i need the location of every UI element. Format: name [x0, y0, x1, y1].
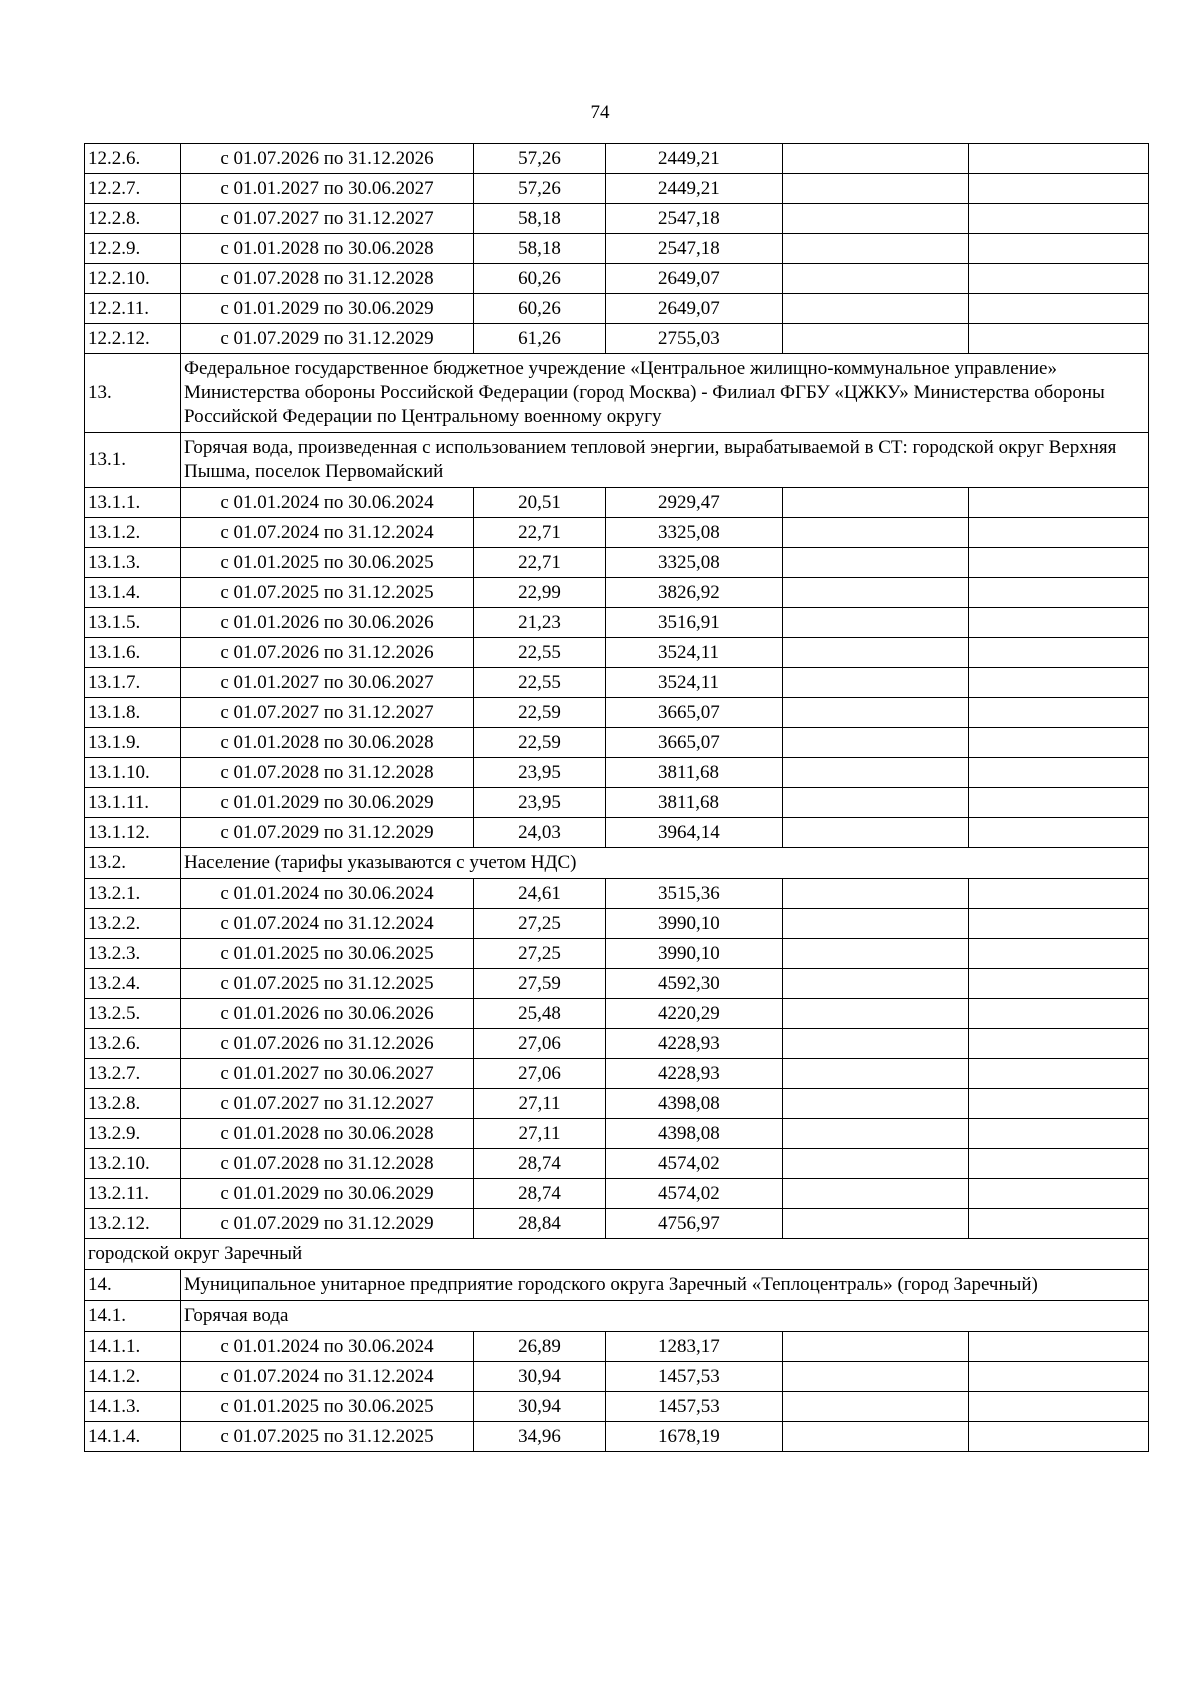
value-cell: 28,74 — [474, 1179, 606, 1209]
empty-cell — [783, 548, 969, 578]
period-cell: с 01.07.2029 по 31.12.2029 — [181, 324, 474, 354]
row-number: 13.1.3. — [85, 548, 181, 578]
section-title: Горячая вода, произведенная с использованием тепловой энергии, вырабатываемой в СТ: городской округ Верхняя Пышма, поселок Первомайский — [181, 433, 1149, 488]
empty-cell — [783, 1179, 969, 1209]
empty-cell — [783, 294, 969, 324]
table-row — [85, 488, 1149, 518]
value-cell: 3524,11 — [606, 638, 783, 668]
table-row — [85, 1179, 1149, 1209]
value-cell: 2449,21 — [606, 144, 783, 174]
row-number: 12.2.6. — [85, 144, 181, 174]
empty-cell — [783, 788, 969, 818]
value-cell: 30,94 — [474, 1392, 606, 1422]
value-cell: 26,89 — [474, 1332, 606, 1362]
empty-cell — [969, 1029, 1149, 1059]
empty-cell — [969, 939, 1149, 969]
empty-cell — [783, 174, 969, 204]
value-cell: 2649,07 — [606, 264, 783, 294]
row-number: 13.1.6. — [85, 638, 181, 668]
empty-cell — [969, 999, 1149, 1029]
row-number: 13.1.2. — [85, 518, 181, 548]
empty-cell — [783, 1362, 969, 1392]
value-cell: 25,48 — [474, 999, 606, 1029]
value-cell: 60,26 — [474, 294, 606, 324]
period-cell: с 01.01.2025 по 30.06.2025 — [181, 1392, 474, 1422]
value-cell: 22,71 — [474, 518, 606, 548]
section-title: Федеральное государственное бюджетное учреждение «Центральное жилищно-коммунальное управление» Министерства обороны Российской Федерации (город Москва) - Филиал ФГБУ «ЦЖКУ» Министерства обороны Российской Федерации по Центральному военному округу — [181, 354, 1149, 433]
table-row — [85, 1422, 1149, 1452]
section-title: Горячая вода — [181, 1301, 1149, 1332]
tariff-table — [84, 143, 1149, 1452]
table-row — [85, 879, 1149, 909]
period-cell: с 01.01.2027 по 30.06.2027 — [181, 1059, 474, 1089]
table-row — [85, 608, 1149, 638]
value-cell: 22,55 — [474, 668, 606, 698]
row-number: 12.2.12. — [85, 324, 181, 354]
table-row — [85, 909, 1149, 939]
section-title: Муниципальное унитарное предприятие городского округа Заречный «Теплоцентраль» (город Заречный) — [181, 1270, 1149, 1301]
empty-cell — [969, 578, 1149, 608]
empty-cell — [969, 1119, 1149, 1149]
table-row — [85, 548, 1149, 578]
empty-cell — [969, 234, 1149, 264]
table-row — [85, 758, 1149, 788]
tariff-table-body — [85, 144, 1149, 1452]
empty-cell — [969, 518, 1149, 548]
table-row — [85, 1149, 1149, 1179]
period-cell: с 01.07.2024 по 31.12.2024 — [181, 518, 474, 548]
empty-cell — [969, 1179, 1149, 1209]
section-number: 13. — [85, 354, 181, 433]
table-row — [85, 698, 1149, 728]
empty-cell — [783, 324, 969, 354]
table-row — [85, 1089, 1149, 1119]
value-cell: 4574,02 — [606, 1149, 783, 1179]
row-number: 14.1.2. — [85, 1362, 181, 1392]
value-cell: 2547,18 — [606, 204, 783, 234]
value-cell: 3665,07 — [606, 698, 783, 728]
period-cell: с 01.07.2028 по 31.12.2028 — [181, 1149, 474, 1179]
table-row — [85, 999, 1149, 1029]
period-cell: с 01.01.2024 по 30.06.2024 — [181, 1332, 474, 1362]
empty-cell — [969, 144, 1149, 174]
period-cell: с 01.01.2029 по 30.06.2029 — [181, 1179, 474, 1209]
period-cell: с 01.01.2028 по 30.06.2028 — [181, 728, 474, 758]
empty-cell — [783, 1209, 969, 1239]
value-cell: 27,25 — [474, 939, 606, 969]
row-number: 13.2.6. — [85, 1029, 181, 1059]
table-row — [85, 1332, 1149, 1362]
period-cell: с 01.07.2028 по 31.12.2028 — [181, 264, 474, 294]
empty-cell — [783, 728, 969, 758]
page-number: 74 — [590, 102, 610, 123]
empty-cell — [969, 608, 1149, 638]
period-cell: с 01.01.2024 по 30.06.2024 — [181, 488, 474, 518]
empty-cell — [783, 578, 969, 608]
empty-cell — [969, 1392, 1149, 1422]
value-cell: 1457,53 — [606, 1362, 783, 1392]
value-cell: 24,61 — [474, 879, 606, 909]
empty-cell — [969, 204, 1149, 234]
period-cell: с 01.07.2024 по 31.12.2024 — [181, 909, 474, 939]
empty-cell — [969, 1089, 1149, 1119]
value-cell: 57,26 — [474, 144, 606, 174]
empty-cell — [969, 324, 1149, 354]
period-cell: с 01.01.2029 по 30.06.2029 — [181, 788, 474, 818]
table-row — [85, 578, 1149, 608]
empty-cell — [969, 909, 1149, 939]
row-number: 13.2.4. — [85, 969, 181, 999]
empty-cell — [783, 668, 969, 698]
row-number: 12.2.10. — [85, 264, 181, 294]
empty-cell — [969, 879, 1149, 909]
period-cell: с 01.07.2029 по 31.12.2029 — [181, 818, 474, 848]
empty-cell — [969, 1059, 1149, 1089]
row-number: 13.1.10. — [85, 758, 181, 788]
period-cell: с 01.07.2029 по 31.12.2029 — [181, 1209, 474, 1239]
value-cell: 61,26 — [474, 324, 606, 354]
value-cell: 1457,53 — [606, 1392, 783, 1422]
section-row — [85, 848, 1149, 879]
value-cell: 23,95 — [474, 788, 606, 818]
empty-cell — [969, 264, 1149, 294]
table-row — [85, 144, 1149, 174]
section-number: 13.1. — [85, 433, 181, 488]
empty-cell — [969, 818, 1149, 848]
empty-cell — [969, 548, 1149, 578]
empty-cell — [783, 999, 969, 1029]
row-number: 13.1.9. — [85, 728, 181, 758]
empty-cell — [783, 698, 969, 728]
row-number: 13.1.12. — [85, 818, 181, 848]
empty-cell — [783, 939, 969, 969]
empty-cell — [969, 758, 1149, 788]
section-row — [85, 1301, 1149, 1332]
empty-cell — [783, 234, 969, 264]
value-cell: 34,96 — [474, 1422, 606, 1452]
section-number: 14.1. — [85, 1301, 181, 1332]
row-number: 12.2.8. — [85, 204, 181, 234]
empty-cell — [969, 1362, 1149, 1392]
value-cell: 30,94 — [474, 1362, 606, 1392]
value-cell: 3990,10 — [606, 939, 783, 969]
value-cell: 22,55 — [474, 638, 606, 668]
value-cell: 22,99 — [474, 578, 606, 608]
value-cell: 3516,91 — [606, 608, 783, 638]
period-cell: с 01.01.2028 по 30.06.2028 — [181, 234, 474, 264]
row-number: 13.2.3. — [85, 939, 181, 969]
period-cell: с 01.07.2025 по 31.12.2025 — [181, 578, 474, 608]
section-row — [85, 433, 1149, 488]
value-cell: 3665,07 — [606, 728, 783, 758]
empty-cell — [783, 204, 969, 234]
value-cell: 57,26 — [474, 174, 606, 204]
row-number: 12.2.7. — [85, 174, 181, 204]
empty-cell — [783, 758, 969, 788]
table-row — [85, 638, 1149, 668]
row-number: 13.1.1. — [85, 488, 181, 518]
table-row — [85, 969, 1149, 999]
empty-cell — [969, 638, 1149, 668]
empty-cell — [969, 1149, 1149, 1179]
table-row — [85, 234, 1149, 264]
table-row — [85, 1119, 1149, 1149]
value-cell: 3964,14 — [606, 818, 783, 848]
empty-cell — [969, 294, 1149, 324]
value-cell: 27,25 — [474, 909, 606, 939]
region-row — [85, 1239, 1149, 1270]
section-number: 14. — [85, 1270, 181, 1301]
row-number: 13.2.1. — [85, 879, 181, 909]
period-cell: с 01.01.2025 по 30.06.2025 — [181, 939, 474, 969]
row-number: 13.2.7. — [85, 1059, 181, 1089]
row-number: 12.2.11. — [85, 294, 181, 324]
empty-cell — [783, 1089, 969, 1119]
table-row — [85, 1209, 1149, 1239]
empty-cell — [969, 1332, 1149, 1362]
value-cell: 2929,47 — [606, 488, 783, 518]
period-cell: с 01.07.2026 по 31.12.2026 — [181, 638, 474, 668]
period-cell: с 01.01.2024 по 30.06.2024 — [181, 879, 474, 909]
value-cell: 27,06 — [474, 1059, 606, 1089]
period-cell: с 01.07.2027 по 31.12.2027 — [181, 204, 474, 234]
empty-cell — [783, 1392, 969, 1422]
value-cell: 27,59 — [474, 969, 606, 999]
period-cell: с 01.01.2027 по 30.06.2027 — [181, 174, 474, 204]
period-cell: с 01.07.2028 по 31.12.2028 — [181, 758, 474, 788]
table-row — [85, 788, 1149, 818]
value-cell: 21,23 — [474, 608, 606, 638]
value-cell: 20,51 — [474, 488, 606, 518]
value-cell: 58,18 — [474, 234, 606, 264]
empty-cell — [783, 1422, 969, 1452]
value-cell: 22,59 — [474, 728, 606, 758]
section-title: Население (тарифы указываются с учетом НДС) — [181, 848, 1149, 879]
value-cell: 22,59 — [474, 698, 606, 728]
value-cell: 22,71 — [474, 548, 606, 578]
value-cell: 4592,30 — [606, 969, 783, 999]
value-cell: 27,11 — [474, 1089, 606, 1119]
row-number: 14.1.1. — [85, 1332, 181, 1362]
table-row — [85, 294, 1149, 324]
row-number: 13.2.10. — [85, 1149, 181, 1179]
value-cell: 4398,08 — [606, 1089, 783, 1119]
value-cell: 3515,36 — [606, 879, 783, 909]
row-number: 12.2.9. — [85, 234, 181, 264]
period-cell: с 01.07.2025 по 31.12.2025 — [181, 1422, 474, 1452]
period-cell: с 01.01.2028 по 30.06.2028 — [181, 1119, 474, 1149]
value-cell: 27,06 — [474, 1029, 606, 1059]
table-row — [85, 668, 1149, 698]
empty-cell — [783, 1059, 969, 1089]
table-row — [85, 728, 1149, 758]
empty-cell — [969, 698, 1149, 728]
row-number: 13.2.2. — [85, 909, 181, 939]
row-number: 14.1.3. — [85, 1392, 181, 1422]
empty-cell — [783, 818, 969, 848]
period-cell: с 01.01.2027 по 30.06.2027 — [181, 668, 474, 698]
period-cell: с 01.01.2026 по 30.06.2026 — [181, 608, 474, 638]
empty-cell — [783, 638, 969, 668]
row-number: 13.1.11. — [85, 788, 181, 818]
empty-cell — [783, 488, 969, 518]
empty-cell — [783, 608, 969, 638]
value-cell: 27,11 — [474, 1119, 606, 1149]
period-cell: с 01.07.2024 по 31.12.2024 — [181, 1362, 474, 1392]
empty-cell — [783, 518, 969, 548]
period-cell: с 01.07.2026 по 31.12.2026 — [181, 144, 474, 174]
value-cell: 1678,19 — [606, 1422, 783, 1452]
period-cell: с 01.07.2025 по 31.12.2025 — [181, 969, 474, 999]
row-number: 13.2.12. — [85, 1209, 181, 1239]
period-cell: с 01.01.2025 по 30.06.2025 — [181, 548, 474, 578]
empty-cell — [783, 879, 969, 909]
value-cell: 3826,92 — [606, 578, 783, 608]
value-cell: 4228,93 — [606, 1029, 783, 1059]
value-cell: 2449,21 — [606, 174, 783, 204]
value-cell: 3990,10 — [606, 909, 783, 939]
section-row — [85, 1270, 1149, 1301]
value-cell: 2649,07 — [606, 294, 783, 324]
value-cell: 4220,29 — [606, 999, 783, 1029]
value-cell: 3325,08 — [606, 518, 783, 548]
value-cell: 2755,03 — [606, 324, 783, 354]
empty-cell — [969, 1422, 1149, 1452]
empty-cell — [969, 668, 1149, 698]
section-row — [85, 354, 1149, 433]
table-row — [85, 174, 1149, 204]
empty-cell — [783, 144, 969, 174]
empty-cell — [783, 1119, 969, 1149]
row-number: 13.1.5. — [85, 608, 181, 638]
table-row — [85, 518, 1149, 548]
empty-cell — [783, 1332, 969, 1362]
empty-cell — [969, 788, 1149, 818]
period-cell: с 01.01.2029 по 30.06.2029 — [181, 294, 474, 324]
row-number: 14.1.4. — [85, 1422, 181, 1452]
value-cell: 1283,17 — [606, 1332, 783, 1362]
value-cell: 28,84 — [474, 1209, 606, 1239]
value-cell: 4756,97 — [606, 1209, 783, 1239]
section-number: 13.2. — [85, 848, 181, 879]
value-cell: 28,74 — [474, 1149, 606, 1179]
period-cell: с 01.01.2026 по 30.06.2026 — [181, 999, 474, 1029]
empty-cell — [969, 488, 1149, 518]
empty-cell — [969, 1209, 1149, 1239]
value-cell: 3811,68 — [606, 758, 783, 788]
empty-cell — [783, 1029, 969, 1059]
empty-cell — [783, 909, 969, 939]
table-row — [85, 264, 1149, 294]
period-cell: с 01.07.2026 по 31.12.2026 — [181, 1029, 474, 1059]
table-row — [85, 1362, 1149, 1392]
row-number: 13.1.7. — [85, 668, 181, 698]
value-cell: 2547,18 — [606, 234, 783, 264]
table-row — [85, 1059, 1149, 1089]
row-number: 13.2.9. — [85, 1119, 181, 1149]
value-cell: 4398,08 — [606, 1119, 783, 1149]
empty-cell — [969, 969, 1149, 999]
value-cell: 4228,93 — [606, 1059, 783, 1089]
table-row — [85, 1029, 1149, 1059]
row-number: 13.1.8. — [85, 698, 181, 728]
value-cell: 24,03 — [474, 818, 606, 848]
row-number: 13.2.8. — [85, 1089, 181, 1119]
empty-cell — [783, 969, 969, 999]
row-number: 13.2.11. — [85, 1179, 181, 1209]
table-row — [85, 1392, 1149, 1422]
empty-cell — [783, 1149, 969, 1179]
table-row — [85, 818, 1149, 848]
value-cell: 58,18 — [474, 204, 606, 234]
row-number: 13.2.5. — [85, 999, 181, 1029]
row-number: 13.1.4. — [85, 578, 181, 608]
table-row — [85, 324, 1149, 354]
empty-cell — [969, 174, 1149, 204]
period-cell: с 01.07.2027 по 31.12.2027 — [181, 698, 474, 728]
value-cell: 3524,11 — [606, 668, 783, 698]
empty-cell — [783, 264, 969, 294]
empty-cell — [969, 728, 1149, 758]
table-row — [85, 204, 1149, 234]
period-cell: с 01.07.2027 по 31.12.2027 — [181, 1089, 474, 1119]
value-cell: 3325,08 — [606, 548, 783, 578]
value-cell: 23,95 — [474, 758, 606, 788]
value-cell: 4574,02 — [606, 1179, 783, 1209]
value-cell: 3811,68 — [606, 788, 783, 818]
region-title: городской округ Заречный — [85, 1239, 1149, 1270]
table-row — [85, 939, 1149, 969]
value-cell: 60,26 — [474, 264, 606, 294]
